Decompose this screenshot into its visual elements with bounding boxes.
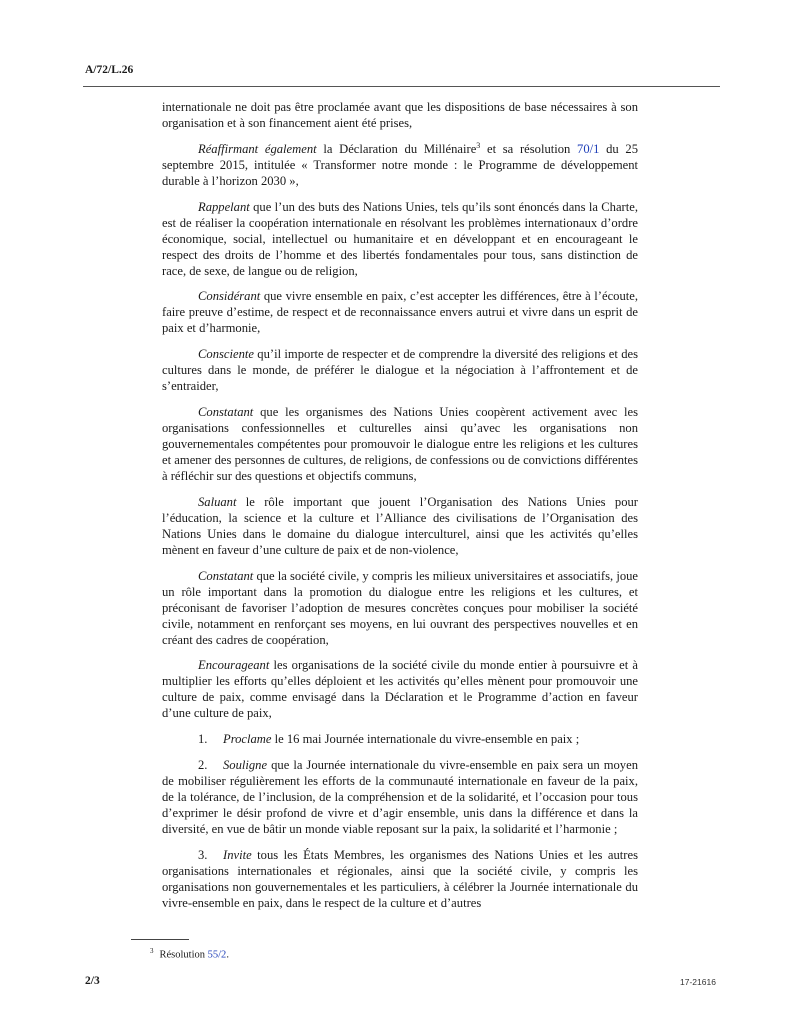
preamble-paragraph-5 [162,404,638,484]
paragraph-text: le 16 mai Journée internationale du vivre-ensemble en paix ; [271,732,580,747]
preamble-lead: Constatant [198,568,254,583]
paragraph-text: les organisations de la société civile du monde entier à poursuivre et à multiplier les efforts qu’elles déploient et les activités qu’elles mènent pour promouvoir une culture de paix, comme envisagé dans la Déclaration et le Programme d’action en faveur d’une culture de paix, [162,658,638,721]
paragraph-text: que l’un des buts des Nations Unies, tels qu’ils sont énoncés dans la Charte, est de réaliser la coopération internationale en résolvant les problèmes internationaux d’ordre économique, social, intellectuel ou humanitaire et en développant et en encourageant le respect des droits de l’homme et des libertés fondamentales pour tous, sans distinction de race, de sexe, de langue ou de religion, [162,199,638,278]
preamble-paragraph-6 [162,494,638,558]
preamble-lead: Considérant [198,289,261,304]
paragraph-number: 1. [198,732,208,747]
operative-lead: Proclame [223,732,272,747]
document-body [162,99,638,921]
paragraph-number: 3. [198,847,208,862]
preamble-lead: Saluant [198,494,237,509]
page-number: 2/3 [85,975,100,987]
footnote-text: Résolution [159,949,208,961]
preamble-paragraph-7 [162,568,638,648]
paragraph-continuation: internationale ne doit pas être proclamée avant que les dispositions de base nécessaires à son organisation et à son financement aient été prises, [162,100,638,130]
footnote [150,947,229,961]
operative-paragraph-3 [162,847,638,911]
resolution-link-70-1[interactable]: 70/1 [577,141,600,156]
preamble-paragraph-1 [162,141,638,189]
paragraph-text: le rôle important que jouent l’Organisation des Nations Unies pour l’éducation, la science et la culture et l’Alliance des civilisations de l’Organisation des Nations Unies dans le domaine du dialogue interculturel, ainsi que les activités qu’elles mènent en faveur d’une culture de paix et de non-violence, [162,494,638,557]
footnote-divider [131,939,189,940]
paragraph-text: tous les États Membres, les organismes des Nations Unies et les autres organisations internationales et régionales, ainsi que la société civile, y compris les organisations non gouvernementales et les particuliers, à célébrer la Journée internationale du vivre-ensemble en paix, dans le respect de la culture et d’autres [162,847,638,910]
paragraph-text: que vivre ensemble en paix, c’est accepter les différences, être à l’écoute, faire preuve d’estime, de respect et de reconnaissance envers autrui et vivre dans un esprit de paix et d’harmonie, [162,289,638,336]
resolution-link-55-2[interactable]: 55/2 [207,949,227,961]
footnote-mark: 3 [150,947,154,955]
preamble-lead: Consciente [198,347,254,362]
paragraph-text: que la Journée internationale du vivre-ensemble en paix sera un moyen de mobiliser régulièrement les efforts de la communauté internationale en faveur de la paix, de la tolérance, de l’inclusion, de la compréhension et de la solidarité, et l’occasion pour tous d’exprimer le désir profond de vivre et d’agir ensemble, unis dans la différence et dans la diversité, en vue de bâtir un monde viable reposant sur la paix, la solidarité et l’harmonie ; [162,757,638,836]
paragraph-text: que la société civile, y compris les milieux universitaires et associatifs, joue un rôle important dans la promotion du dialogue entre les religions et les cultures, et préconisant de favoriser l’adoption de mesures concrètes conçues pour mobiliser la société civile, notamment en renforçant ses moyens, en lui ouvrant des perspectives nouvelles et en créant des cadres de coopération, [162,568,638,647]
paragraph-text: et sa résolution [480,141,578,156]
paragraph-text: la Déclaration du Millénaire [316,141,477,156]
preamble-lead: Rappelant [198,199,250,214]
operative-paragraph-2 [162,757,638,837]
preamble-paragraph-8 [162,657,638,721]
job-number: 17-21616 [680,977,716,987]
paragraph-text: que les organismes des Nations Unies coopèrent activement avec les organisations confessionnelles et culturelles ainsi qu’avec les organisations non gouvernementales compétentes pour promouvoir le dialogue entre les religions et les cultures et amener des personnes de cultures, de religions, de confessions ou de convictions différentes à réfléchir sur des questions et objectifs communs, [162,404,638,483]
operative-lead: Invite [223,847,252,862]
operative-lead: Souligne [223,757,268,772]
preamble-paragraph-4 [162,346,638,394]
paragraph-text: qu’il importe de respecter et de comprendre la diversité des religions et des cultures dans le monde, de préférer le dialogue et la négociation à l’affrontement et de s’entraider, [162,347,638,394]
document-symbol: A/72/L.26 [85,64,134,76]
preamble-lead: Constatant [198,404,254,419]
footnote-reference[interactable]: 3 [476,140,481,150]
preamble-lead: Réaffirmant également [198,141,317,156]
operative-paragraph-1 [162,731,638,747]
preamble-lead: Encourageant [198,658,270,673]
preamble-paragraph-3 [162,288,638,336]
header-divider [83,86,720,87]
paragraph-number: 2. [198,757,208,772]
footnote-end: . [226,949,229,961]
preamble-paragraph-2 [162,199,638,279]
paragraph-text: du 25 septembre 2015, intitulée « Transformer notre monde : le Programme de développement durable à l’horizon 2030 », [162,141,639,188]
